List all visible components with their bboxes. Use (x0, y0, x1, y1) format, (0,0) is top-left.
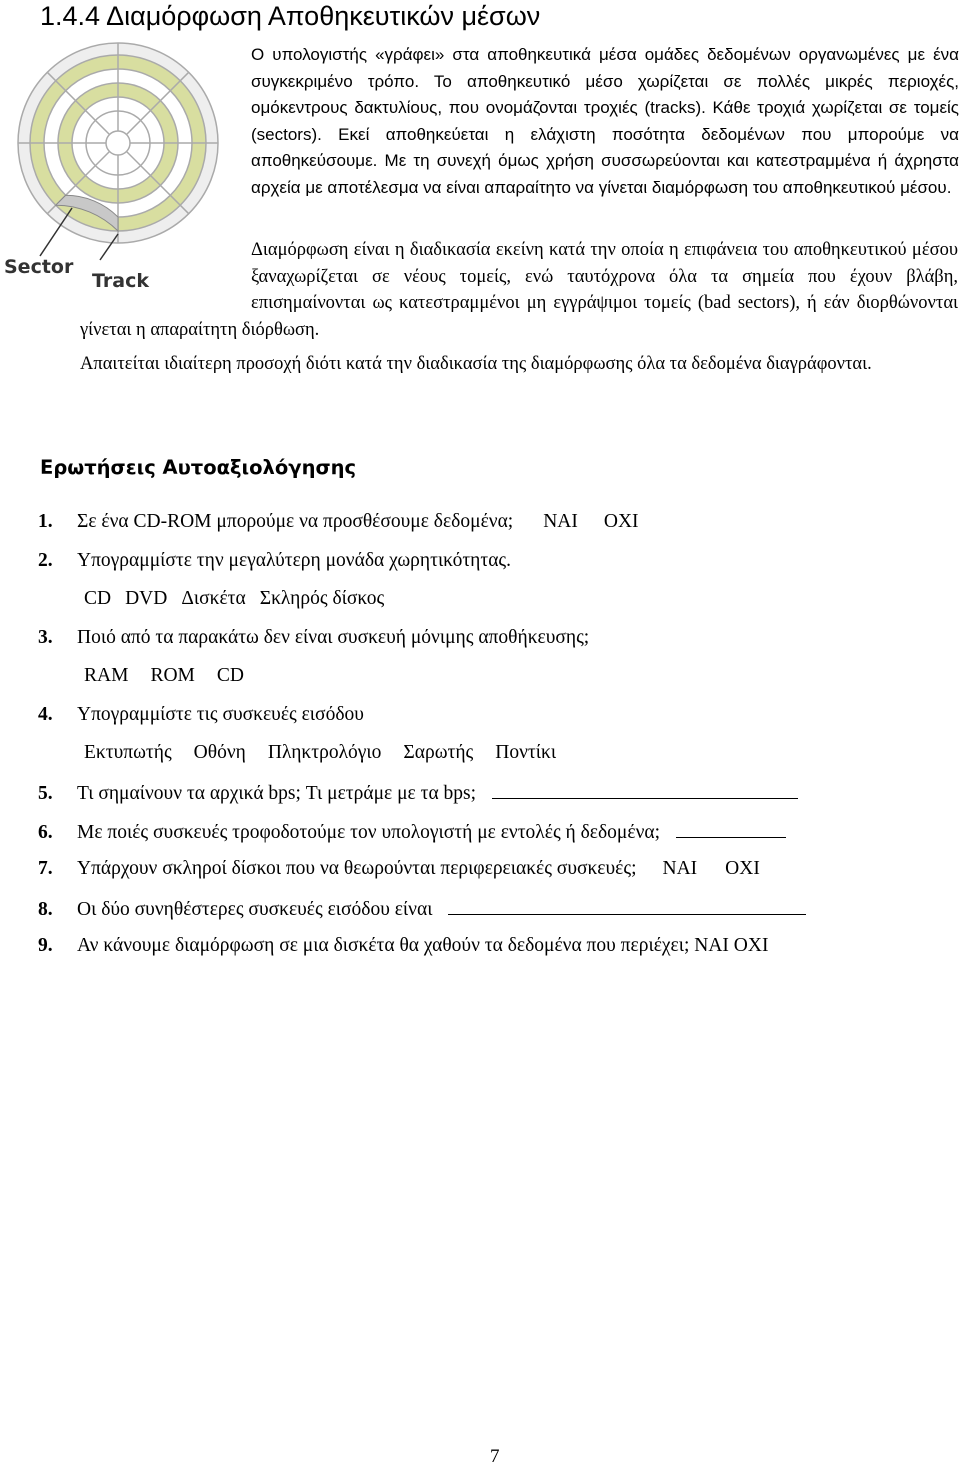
option-screen[interactable]: Οθόνη (193, 742, 246, 763)
option-dvd[interactable]: DVD (125, 588, 168, 609)
option-scanner[interactable]: Σαρωτής (403, 742, 474, 763)
question-4 (38, 701, 364, 729)
sector-label: Sector (4, 256, 74, 278)
page-number: 7 (490, 1446, 500, 1467)
question-number: 9. (38, 935, 53, 956)
question-number: 5. (38, 783, 53, 804)
question-text: Τι σημαίνουν τα αρχικά bps; Τι μετράμε με τα bps; (77, 783, 477, 804)
intro-paragraph: Ο υπολογιστής «γράφει» στα αποθηκευτικά μέσα ομάδες δεδομένων οργανωμένες με ένα συγκεκριμένο τρόπο. Το αποθηκευτικό μέσο χωρίζεται σε πολλές μικρές περιοχές, ομόκεντρους δακτυλίους, που ονομάζονται τροχιές (tracks). Κάθε τροχιά χωρίζεται σε τομείς (sectors). Εκεί αποθηκεύεται η ελάχιστη ποσότητα δεδομένων που μπορούμε να αποθηκεύσουμε. Με τη συνεχή όμως χρήση συσσωρεύονται και κατεστραμμένα ή άχρηστα αρχεία με αποτέλεσμα να είναι απαραίτητο να γίνεται διαμόρφωση του αποθηκευτικού μέσου. (251, 45, 959, 197)
question-number: 6. (38, 822, 53, 843)
option-keyboard[interactable]: Πληκτρολόγιο (267, 742, 382, 763)
question-text: Οι δύο συνηθέστερες συσκευές εισόδου είναι (77, 899, 433, 920)
question-text: Αν κάνουμε διαμόρφωση σε μια δισκέτα θα χαθούν τα δεδομένα που περιέχει; ΝΑΙ ΟΧΙ (77, 935, 769, 956)
question-number: 7. (38, 858, 53, 879)
question-6 (38, 817, 786, 845)
answer-yes[interactable]: ΝΑΙ (543, 511, 578, 532)
option-mouse[interactable]: Ποντίκι (495, 742, 557, 763)
question-8 (38, 894, 806, 922)
question-3-options (84, 662, 266, 690)
question-text: Υπογραμμίστε την μεγαλύτερη μονάδα χωρητικότητας. (77, 550, 512, 571)
question-number: 3. (38, 627, 53, 648)
answer-yes[interactable]: ΝΑΙ (662, 858, 698, 879)
question-number: 1. (38, 511, 53, 532)
question-number: 4. (38, 704, 53, 725)
formatting-paragraph (80, 237, 958, 343)
question-text: Υπάρχουν σκληροί δίσκοι που να θεωρούνται περιφερειακές συσκευές; (77, 858, 637, 879)
answer-no[interactable]: ΟΧΙ (725, 858, 760, 879)
question-text: Σε ένα CD-ROM μπορούμε να προσθέσουμε δεδομένα; (77, 511, 514, 532)
option-cd[interactable]: CD (216, 665, 244, 686)
question-9 (38, 932, 768, 960)
option-diskette[interactable]: Δισκέτα (181, 588, 246, 609)
answer-blank[interactable] (448, 894, 806, 915)
question-4-options (84, 739, 578, 767)
answer-blank[interactable] (676, 817, 786, 838)
question-2-options (84, 585, 406, 613)
question-text: Ποιό από τα παρακάτω δεν είναι συσκευή μόνιμης αποθήκευσης; (77, 627, 590, 648)
option-printer[interactable]: Εκτυπωτής (84, 742, 172, 763)
question-number: 2. (38, 550, 53, 571)
question-number: 8. (38, 899, 53, 920)
section-title: 1.4.4 Διαμόρφωση Αποθηκευτικών μέσων (40, 1, 541, 31)
question-text: Υπογραμμίστε τις συσκευές εισόδου (77, 704, 364, 725)
disk-hub (106, 131, 130, 155)
question-text: Με ποιές συσκευές τροφοδοτούμε τον υπολογιστή με εντολές ή δεδομένα; (77, 822, 661, 843)
question-3 (38, 624, 589, 652)
answer-no[interactable]: ΟΧΙ (603, 511, 639, 532)
option-ram[interactable]: RAM (84, 665, 129, 686)
track-label: Track (92, 270, 149, 292)
question-5 (38, 778, 798, 806)
option-cd[interactable]: CD (84, 588, 112, 609)
text-wrap-spacer (80, 237, 251, 316)
question-1 (38, 508, 639, 536)
question-7 (38, 855, 760, 883)
option-hard-disk[interactable]: Σκληρός δίσκος (259, 588, 385, 609)
option-rom[interactable]: ROM (150, 665, 195, 686)
warning-paragraph: Απαιτείται ιδιαίτερη προσοχή διότι κατά την διαδικασία της διαμόρφωσης όλα τα δεδομένα διαγράφονται. (80, 354, 872, 374)
questions-heading: Ερωτήσεις Αυτοαξιολόγησης (40, 456, 357, 479)
question-2 (38, 547, 511, 575)
formatting-text: Διαμόρφωση είναι η διαδικασία εκείνη κατά την οποία η επιφάνεια του αποθηκευτικού μέσου ξαναχωρίζεται σε νέους τομείς, ενώ ταυτόχρονα όλα τα σημεία που έχουν βλάβη, επισημαίνονται ως κατεστραμμένοι μη εγγράψιμοι τομείς (bad sectors), ή εάν διορθώνονται γίνεται η απαραίτητη διόρθωση. (80, 240, 958, 340)
answer-blank[interactable] (492, 778, 798, 799)
